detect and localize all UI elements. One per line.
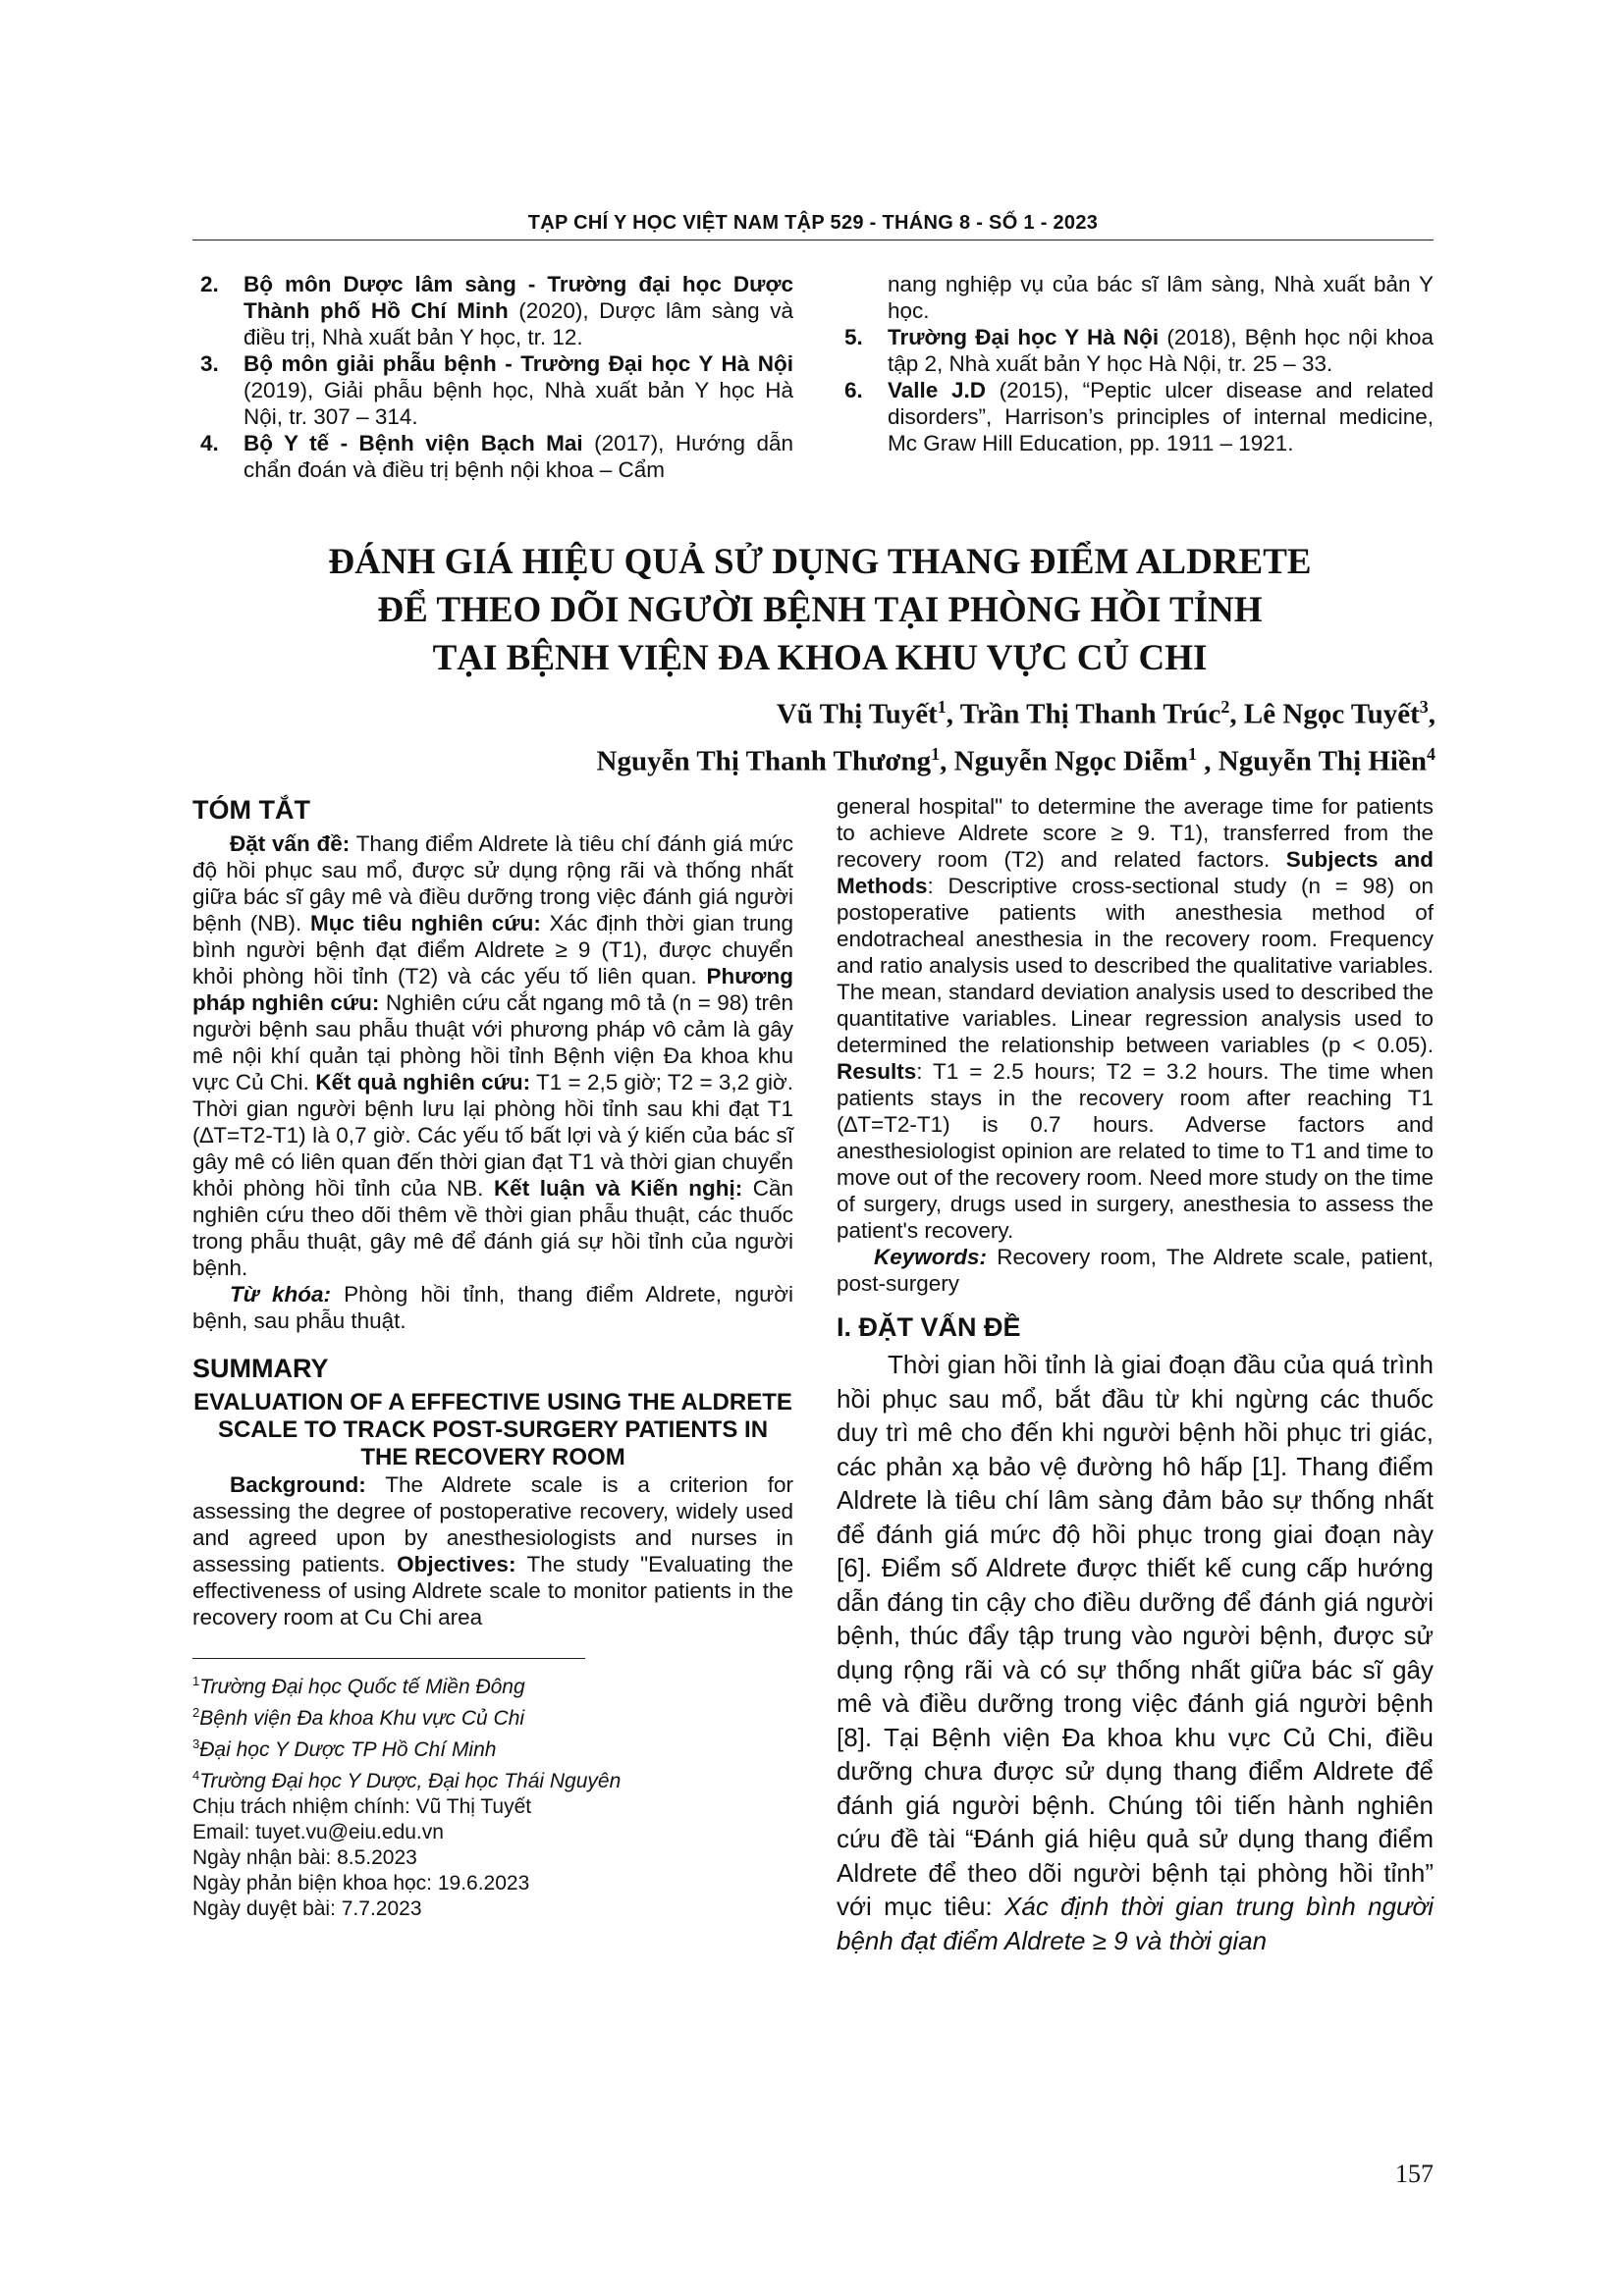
- author-affiliation: 1: [937, 697, 947, 717]
- footnote-email: Email: tuyet.vu@eiu.edu.vn: [192, 1821, 444, 1843]
- footnote-reviewed: Ngày phản biện khoa học: 19.6.2023: [192, 1872, 530, 1895]
- reference-continuation: [837, 271, 1434, 324]
- text-methods-en: : Descriptive cross-sectional study (n = 98) on postoperative patients with anesthesia method of endotracheal anesthesia in the recovery room. Frequency and ratio analysis used to described the qualitative variables. The mean, standard deviation analysis used to described the quantitative variables. Linear regression analysis used to determined the relationship between variables (p < 0.05).: [837, 874, 1434, 1057]
- right-column: [837, 793, 1434, 1957]
- text-methods: Nghiên cứu cắt ngang mô tả (n = 98) trên người bệnh sau phẫu thuật với phương pháp vô cảm là gây mê nội khí quản tại phòng hồi tỉnh Bệnh viện Đa khoa khu vực Củ Chi.: [192, 990, 794, 1095]
- footnote-marker: 1: [192, 1674, 200, 1688]
- reference-number: 2.: [200, 272, 219, 296]
- author-affiliation: 2: [1220, 697, 1230, 717]
- footnote-affiliation: [192, 1700, 793, 1732]
- reference-text: (2015), “Peptic ulcer disease and related disorders”, Harrison’s principles of internal medicine, Mc Graw Hill Education, pp. 1911 – 1921.: [888, 378, 1434, 455]
- author-affiliation: 3: [1419, 697, 1429, 717]
- summary-english-part1: [192, 1471, 793, 1630]
- footnote-affiliation: [192, 1732, 793, 1763]
- reference-item: [192, 350, 793, 430]
- text-objectives-en-cont: general hospital" to determine the average time for patients to achieve Aldrete score ≥ 9. T1), transferred from the recovery room (T2) and related factors.: [837, 794, 1434, 872]
- footnote-marker: 4: [192, 1768, 200, 1783]
- abstract-vietnamese: [192, 830, 793, 1281]
- author-name: Nguyễn Ngọc Diễm: [953, 745, 1189, 777]
- label-background-en: Background:: [230, 1472, 366, 1497]
- intro-text-italic: Xác định thời gian trung bình người bệnh đạt điểm Aldrete ≥ 9 và thời gian: [837, 1892, 1434, 1955]
- summary-english-part2: [837, 793, 1434, 1244]
- reference-text: (2019), Giải phẫu bệnh học, Nhà xuất bản Y học Hà Nội, tr. 307 – 314.: [244, 378, 793, 429]
- text-keywords-en: Recovery room, The Aldrete scale, patient, post-surgery: [837, 1245, 1434, 1296]
- intro-heading: I. ĐẶT VẤN ĐỀ: [837, 1312, 1021, 1342]
- text-conclusion: Cần nghiên cứu theo dõi thêm về thời gian phẫu thuật, các thuốc trong phẫu thuật, gây mê để đánh giá sự hồi tỉnh của người bệnh.: [192, 1176, 793, 1280]
- keywords-english: [837, 1244, 1434, 1297]
- label-keywords-en: Keywords:: [874, 1245, 988, 1269]
- reference-number: 3.: [200, 351, 219, 376]
- intro-text: Thời gian hồi tỉnh là giai đoạn đầu của quá trình hồi phục sau mổ, bắt đầu từ khi ngừng các thuốc duy trì mê cho đến khi người bệnh hồi phục tri giác, các phản xạ bảo vệ đường hô hấp [1]. Thang điểm Aldrete là tiêu chí lâm sàng đảm bảo sự thống nhất để đánh giá mức độ hồi phục trong giai đoạn này [6]. Điểm số Aldrete được thiết kế cung cấp hướng dẫn đáng tin cậy cho điều dưỡng để đánh giá người bệnh, thúc đẩy tập trung vào người bệnh, được sử dụng rộng rãi và có sự thống nhất giữa bác sĩ gây mê và điều dưỡng trong việc đánh giá người bệnh [8]. Tại Bệnh viện Đa khoa khu vực Củ Chi, điều dưỡng chưa được sử dụng thang điểm Aldrete để đánh giá người bệnh. Chúng tôi tiến hành nghiên cứu đề tài “Đánh giá hiệu quả sử dụng thang điểm Aldrete để theo dõi người bệnh tại phòng hồi tỉnh” với mục tiêu:: [837, 1350, 1434, 1921]
- page-number: 157: [1395, 2160, 1434, 2188]
- reference-author: Bộ môn giải phẫu bệnh - Trường Đại học Y Hà Nội: [244, 351, 793, 376]
- reference-text: (2017), Hướng dẫn chẩn đoán và điều trị bệnh nội khoa – Cẩm: [244, 431, 793, 482]
- reference-text: nang nghiệp vụ của bác sĩ lâm sàng, Nhà xuất bản Y học.: [888, 272, 1434, 323]
- summary-heading: SUMMARY: [192, 1354, 329, 1383]
- label-keywords: Từ khóa:: [230, 1282, 331, 1307]
- footnote-received: Ngày nhận bài: 8.5.2023: [192, 1846, 417, 1869]
- title-line: TẠI BỆNH VIỆN ĐA KHOA KHU VỰC CỦ CHI: [432, 638, 1208, 678]
- author-name: Nguyễn Thị Thanh Thương: [596, 745, 932, 777]
- keywords-vietnamese: [192, 1281, 793, 1334]
- reference-author: Bộ Y tế - Bệnh viện Bạch Mai: [244, 431, 583, 455]
- footnote-text: Đại học Y Dược TP Hồ Chí Minh: [199, 1738, 497, 1761]
- label-results: Kết quả nghiên cứu:: [315, 1070, 531, 1095]
- text-results-en: : T1 = 2.5 hours; T2 = 3.2 hours. The time when patients stays in the recovery room after reaching T1 (∆T=T2-T1) is 0.7 hours. Adverse factors and anesthesiologist opinion are related to time to T1 and time to move out of the recovery room. Need more study on the time of surgery, drugs used in surgery, anesthesia to assess the patient's recovery.: [837, 1059, 1434, 1243]
- footnote-affiliation: [192, 1669, 793, 1700]
- reference-item: [837, 377, 1434, 456]
- text-objectives-en: The study "Evaluating the effectiveness of using Aldrete scale to monitor patients in the recovery room at Cu Chi area: [192, 1552, 793, 1629]
- reference-text: (2020), Dược lâm sàng và điều trị, Nhà xuất bản Y học, tr. 12.: [244, 298, 794, 349]
- references-left-column: [192, 271, 793, 483]
- reference-author: Valle J.D: [888, 378, 986, 402]
- text-results: T1 = 2,5 giờ; T2 = 3,2 giờ. Thời gian người bệnh lưu lại phòng hồi tỉnh sau khi đạt T1 (∆T=T2-T1) là 0,7 giờ. Các yếu tố bất lợi và ý kiến của bác sĩ gây mê có liên quan đến thời gian đạt T1 và thời gian chuyển khỏi phòng hồi tỉnh của NB.: [192, 1070, 793, 1201]
- reference-item: [837, 324, 1434, 377]
- footnote-text: Trường Đại học Quốc tế Miền Đông: [199, 1676, 525, 1698]
- reference-number: 4.: [200, 431, 219, 455]
- footnote-text: Bệnh viện Đa khoa Khu vực Củ Chi: [199, 1707, 525, 1730]
- footnote-text: Trường Đại học Y Dược, Đại học Thái Nguyên: [199, 1770, 622, 1792]
- author-list: Vũ Thị Tuyết$^1$, Trần Thị Thanh Trúc$^2$, Lê Ngọc Tuyết$^3$, Nguyễn Thị Thanh Thương$^1$, Nguyễn Ngọc Diễm$^1$ , Nguyễn Thị Hiền$^4$: [596, 697, 1435, 777]
- intro-paragraph: [837, 1348, 1434, 1957]
- author-name: Trần Thị Thanh Trúc: [959, 698, 1221, 730]
- reference-number: 5.: [844, 325, 863, 349]
- footnote-marker: 2: [192, 1705, 200, 1720]
- footnote-responsible: Chịu trách nhiệm chính: Vũ Thị Tuyết: [192, 1795, 532, 1818]
- title-line: ĐỂ THEO DÕI NGƯỜI BỆNH TẠI PHÒNG HỒI TỈNH: [377, 590, 1263, 630]
- author-name: Vũ Thị Tuyết: [776, 698, 938, 730]
- reference-item: [192, 430, 793, 483]
- left-column: [192, 793, 793, 1922]
- label-objectives-en: Objectives:: [397, 1552, 516, 1576]
- reference-author: Trường Đại học Y Hà Nội: [888, 325, 1160, 349]
- author-affiliation: 1: [1188, 743, 1198, 764]
- label-background: Đặt vấn đề:: [230, 831, 351, 856]
- references-right-column: [837, 271, 1434, 456]
- label-objective: Mục tiêu nghiên cứu:: [309, 911, 541, 935]
- reference-number: 6.: [844, 378, 863, 402]
- author-affiliation: 1: [931, 743, 941, 764]
- label-results-en: Results: [837, 1059, 917, 1084]
- label-methods-en: Subjects and Methods: [837, 847, 1434, 898]
- footnote-accepted: Ngày duyệt bài: 7.7.2023: [192, 1897, 422, 1920]
- footnote-rule: [192, 1658, 585, 1659]
- author-affiliation: 4: [1427, 743, 1435, 764]
- footnote-marker: 3: [192, 1736, 200, 1751]
- reference-text: (2018), Bệnh học nội khoa tập 2, Nhà xuất bản Y học Hà Nội, tr. 25 – 33.: [888, 325, 1434, 376]
- label-methods: Phương pháp nghiên cứu:: [192, 964, 793, 1015]
- text-keywords: Phòng hồi tỉnh, thang điểm Aldrete, người bệnh, sau phẫu thuật.: [192, 1282, 793, 1333]
- reference-item: [192, 271, 793, 350]
- author-name: Nguyễn Thị Hiền: [1218, 745, 1427, 777]
- footnote-affiliation: [192, 1763, 793, 1794]
- text-background-en: The Aldrete scale is a criterion for assessing the degree of postoperative recovery, widely used and agreed upon by anesthesiologists and nurses in assessing patients.: [192, 1472, 793, 1576]
- text-background: Thang điểm Aldrete là tiêu chí đánh giá mức độ hồi phục sau mổ, được sử dụng rộng rãi và thống nhất giữa bác sĩ gây mê và điều dưỡng trong việc đánh giá người bệnh (NB).: [192, 831, 793, 935]
- author-name: Lê Ngọc Tuyết: [1243, 698, 1420, 730]
- paper-title: [255, 538, 1384, 682]
- summary-title: EVALUATION OF A EFFECTIVE USING THE ALDRETE SCALE TO TRACK POST-SURGERY PATIENTS IN THE RECOVERY ROOM: [193, 1389, 792, 1470]
- title-line: ĐÁNH GIÁ HIỆU QUẢ SỬ DỤNG THANG ĐIỂM ALDRETE: [328, 542, 1312, 582]
- journal-header: TẠP CHÍ Y HỌC VIỆT NAM TẬP 529 - THÁNG 8 - SỐ 1 - 2023: [527, 212, 1099, 234]
- reference-author: Bộ môn Dược lâm sàng - Trường đại học Dược Thành phố Hồ Chí Minh: [244, 272, 793, 323]
- text-objective: Xác định thời gian trung bình người bệnh đạt điểm Aldrete ≥ 9 (T1), được chuyển khỏi phòng hồi tỉnh (T2) và các yếu tố liên quan.: [192, 911, 793, 988]
- label-conclusion: Kết luận và Kiến nghị:: [493, 1176, 743, 1201]
- abstract-heading: TÓM TẮT: [192, 795, 310, 825]
